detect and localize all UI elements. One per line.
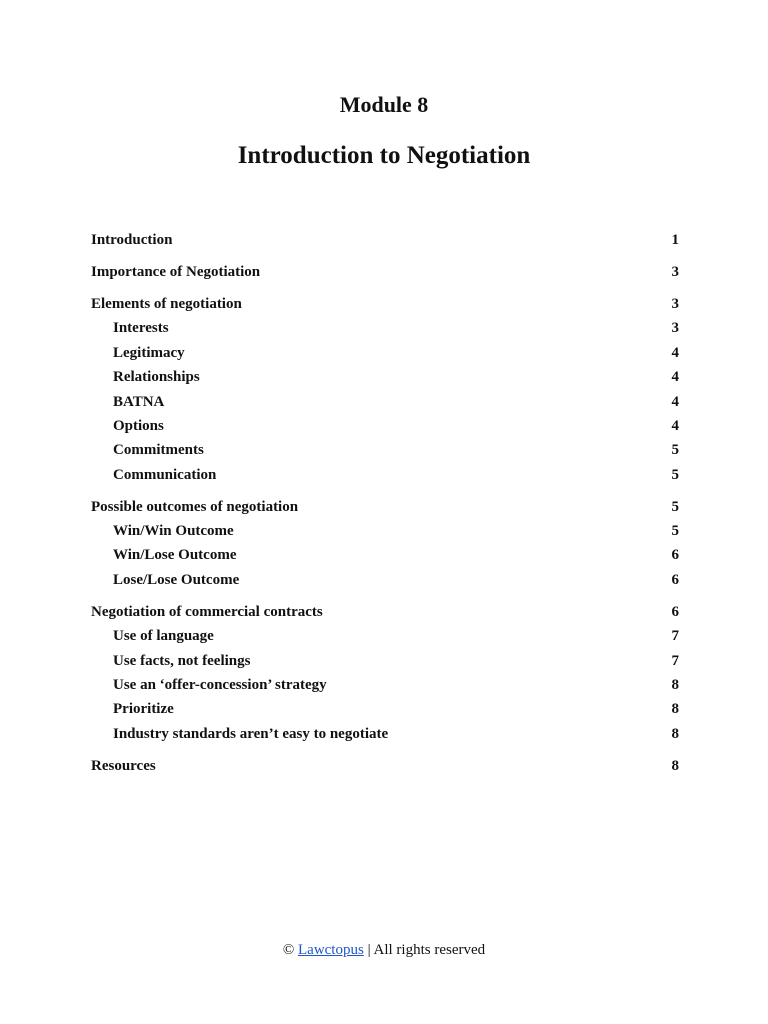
toc-entry-label: Relationships	[113, 369, 200, 386]
toc-page-number: 8	[671, 677, 679, 694]
toc-page-number: 4	[671, 369, 679, 386]
toc-entry[interactable]	[91, 260, 679, 284]
toc-subentry[interactable]	[91, 624, 679, 648]
toc-entry-label: Options	[113, 417, 164, 434]
toc-subentry[interactable]	[91, 463, 679, 487]
toc-entry-label: Commitments	[113, 442, 204, 459]
toc-page-number: 6	[671, 547, 679, 564]
document-title: Introduction to Negotiation	[237, 142, 531, 169]
toc-page-number: 4	[671, 417, 679, 434]
toc-entry-label: Win/Lose Outcome	[113, 547, 237, 564]
toc-page-number: 8	[671, 757, 679, 774]
toc-entry-label: BATNA	[113, 393, 165, 410]
toc-entry[interactable]	[91, 600, 679, 624]
toc-subentry[interactable]	[91, 543, 679, 567]
toc-entry-label: Prioritize	[113, 701, 174, 718]
toc-subentry[interactable]	[91, 568, 679, 592]
toc-entry-label: Use an ‘offer-concession’ strategy	[113, 677, 327, 694]
table-of-contents	[91, 228, 679, 778]
rights-text: | All rights reserved	[367, 942, 486, 958]
module-number: Module 8	[339, 92, 429, 117]
toc-subentry[interactable]	[91, 341, 679, 365]
toc-subentry[interactable]	[91, 365, 679, 389]
toc-entry-label: Interests	[113, 320, 169, 337]
toc-page-number: 8	[671, 701, 679, 718]
toc-page-number: 3	[671, 295, 679, 312]
toc-page-number: 5	[671, 466, 679, 483]
toc-subentry[interactable]	[91, 697, 679, 721]
toc-entry-label: Introduction	[91, 232, 173, 248]
copyright-symbol: ©	[282, 942, 295, 958]
toc-page-number: 6	[671, 571, 679, 588]
toc-entry[interactable]	[91, 292, 679, 316]
toc-entry[interactable]	[91, 228, 679, 252]
toc-page-number: 4	[671, 393, 679, 410]
toc-entry-label: Use of language	[113, 628, 214, 645]
toc-subentry[interactable]	[91, 390, 679, 414]
toc-entry-label: Negotiation of commercial contracts	[91, 603, 323, 620]
toc-page-number: 5	[671, 498, 679, 515]
toc-entry-label: Industry standards aren’t easy to negotiate	[113, 725, 389, 742]
toc-subentry[interactable]	[91, 519, 679, 543]
toc-page-number: 3	[671, 320, 679, 337]
toc-entry-label: Communication	[113, 466, 217, 483]
toc-page-number: 5	[671, 523, 679, 540]
toc-entry-label: Win/Win Outcome	[113, 523, 234, 540]
toc-subentry[interactable]	[91, 316, 679, 340]
toc-page-number: 4	[671, 344, 679, 361]
toc-page-number: 7	[671, 628, 679, 645]
toc-page-number: 1	[671, 232, 679, 248]
toc-entry-label: Importance of Negotiation	[91, 263, 261, 280]
toc-entry-label: Use facts, not feelings	[113, 652, 251, 669]
toc-entry-label: Lose/Lose Outcome	[113, 571, 240, 588]
toc-page-number: 8	[671, 725, 679, 742]
toc-entry-label: Legitimacy	[113, 344, 185, 361]
toc-subentry[interactable]	[91, 438, 679, 462]
toc-entry[interactable]	[91, 495, 679, 519]
footer	[0, 942, 768, 959]
toc-entry-label: Possible outcomes of negotiation	[91, 498, 299, 515]
toc-page-number: 3	[671, 263, 679, 280]
lawctopus-link[interactable]: Lawctopus	[298, 942, 364, 958]
toc-subentry[interactable]	[91, 722, 679, 746]
toc-page-number: 5	[671, 442, 679, 459]
toc-subentry[interactable]	[91, 649, 679, 673]
toc-page-number: 7	[671, 652, 679, 669]
toc-entry-label: Elements of negotiation	[91, 295, 242, 312]
toc-entry[interactable]	[91, 754, 679, 778]
toc-entry-label: Resources	[91, 757, 156, 774]
toc-subentry[interactable]	[91, 414, 679, 438]
toc-subentry[interactable]	[91, 673, 679, 697]
toc-page-number: 6	[671, 603, 679, 620]
